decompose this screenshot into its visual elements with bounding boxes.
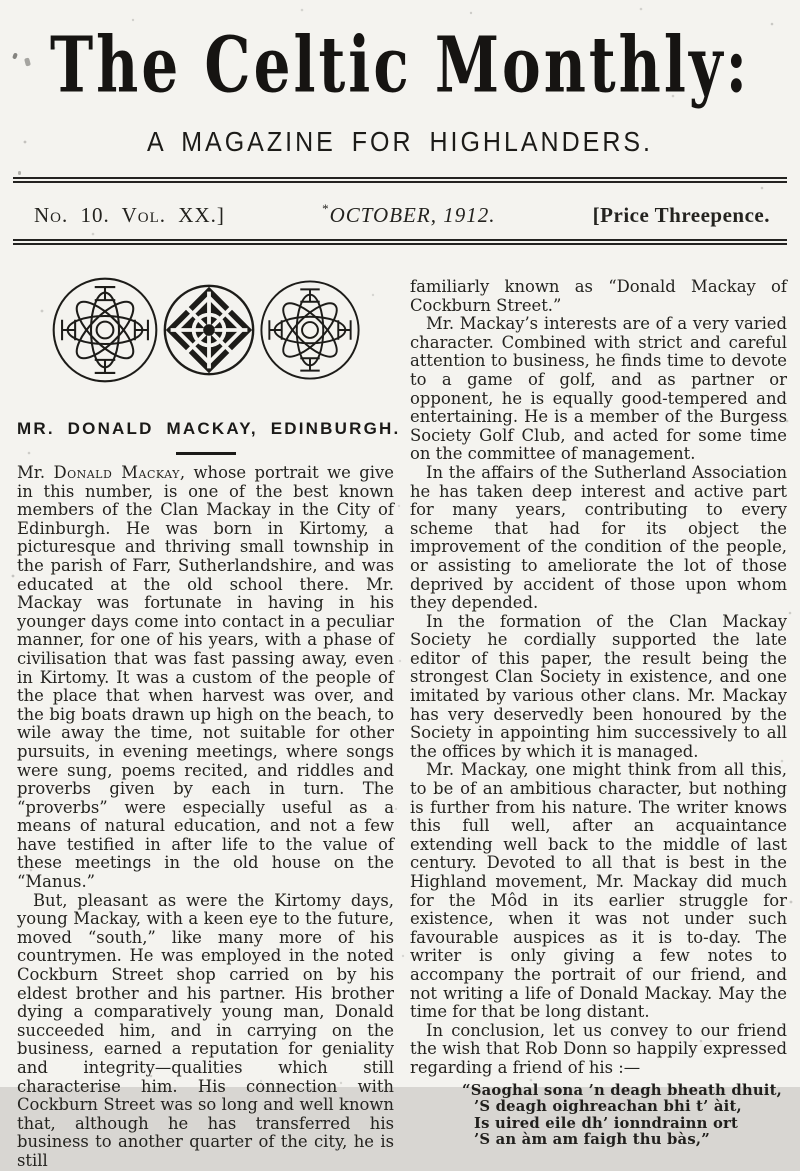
issue-price: [Price Threepence.: [592, 203, 770, 227]
paragraph-6: Mr. Mackay, one might think from all this, to be of an ambitious character, but nothing is further from his nature. The writer knows this full well, after an acquaintance extending well back to the middle of last century. Devoted to all that is best in the Highland movement, Mr. Mackay did much for the Môd in its earlier struggle for existence, when it was not under such favourable auspices as it is to-day. The writer is only giving a few notes to accompany the portrait of our friend, and not writing a life of Donald Mackay. May the time for that be long distant.: [410, 760, 787, 1022]
verse-line-4: ’S an àm am faigh thu bàs,”: [474, 1131, 710, 1149]
left-column: [17, 257, 401, 1171]
paragraph-4: In the affairs of the Sutherland Association he has taken deep interest and active part for many years, contributing to every scheme that had for its object the improvement of the condition of the people, or assisting to ameliorate the lot of those deprived by accident of those upon whom they depended.: [410, 462, 787, 613]
gaelic-verse: [462, 1083, 787, 1149]
paragraph-1-text: , whose portrait we give in this number, is one of the best known members of the Clan Mackay in the City of Edinburgh. He was born in Kirtomy, a picturesque and thriving small township in the parish of Farr, Sutherlandshire, and was educated at the old school there. Mr. Mackay was fortunate in having in his younger days come into contact in a peculiar manner, for one of his years, with a phase of civilisation that was fast passing away, even in Kirtomy. It was a custom of the people of the place that when harvest was over, and the big boats drawn up high on the beach, to wile away the time, not suitable for other pursuits, in evening meetings, where songs were sung, poems recited, and riddles and proverbs given by each in turn. The “proverbs” were especially useful as a means of natural education, and not a few have testified in after life to the value of these meetings in the old house on the “Manus.”: [17, 463, 394, 892]
heading-divider: [176, 452, 236, 455]
masthead-subtitle: A MAGAZINE FOR HIGHLANDERS.: [146, 126, 653, 158]
issue-date: [322, 196, 495, 228]
paragraph-5: In the formation of the Clan Mackay Society he cordially supported the late editor of this paper, the result being the strongest Clan Society in existence, and one imitated by various other clans. Mr. Mackay has very deservedly been honoured by the Society in appointing him successively to all the offices by which it is managed.: [410, 611, 787, 761]
ink-blot-mark: *: [322, 201, 330, 216]
issue-date-text: OCTOBER, 1912.: [329, 203, 496, 227]
paragraph-1-name: Donald Mackay: [53, 463, 180, 482]
masthead-title: The Celtic Monthly:: [49, 20, 750, 110]
celtic-ornament-row: [17, 274, 394, 386]
paragraph-7: In conclusion, let us convey to our friend the wish that Rob Donn so happily expressed regarding a friend of his :—: [410, 1020, 787, 1077]
verse-line-2: ’S deagh oighreachan bhi t’ àit,: [474, 1098, 742, 1116]
verse-line-3: Is uired eile dh’ ionndrainn ort: [474, 1114, 739, 1132]
paragraph-2: But, pleasant as were the Kirtomy days, young Mackay, with a keen eye to the future, moved “south,” like many more of his countrymen. He was employed in the noted Cockburn Street shop carried on by his eldest brother and his partner. His brother dying a comparatively young man, Donald succeeded him, and in carrying on the business, earned a reputation for geniality and integrity—qualities which still characterise him. His connection with Cockburn Street was so long and well known that, although he has transferred his business to another quarter of the city, he is still: [17, 890, 394, 1170]
celtic-knot-left-icon: [49, 274, 161, 386]
celtic-knot-center-icon: [161, 282, 257, 378]
paragraph-1: [17, 464, 394, 892]
celtic-knot-right-icon: [257, 277, 363, 383]
paragraph-2-continued: familiarly known as “Donald Mackay of Cockburn Street.”: [410, 277, 787, 315]
right-column: [410, 257, 787, 1171]
masthead: [0, 0, 800, 157]
issue-line: [34, 196, 770, 228]
issue-number-volume: No. 10. Vol. XX.]: [34, 203, 225, 227]
paragraph-3: Mr. Mackay’s interests are of a very varied character. Combined with strict and careful attention to business, he finds time to devote to a game of golf, and as partner or opponent, he is equally good-tempered and entertaining. He is a member of the Burgess Society Golf Club, and acted for some time on the committee of management.: [410, 314, 787, 464]
article-body: [0, 245, 800, 1171]
verse-line-1: “Saoghal sona ’n deagh bheath dhuit,: [462, 1081, 783, 1099]
scan-artifact: [18, 171, 21, 175]
top-double-rule: [13, 177, 787, 183]
article-heading: MR. DONALD MACKAY, EDINBURGH.: [17, 419, 401, 438]
paragraph-1-prefix: Mr.: [17, 463, 54, 482]
